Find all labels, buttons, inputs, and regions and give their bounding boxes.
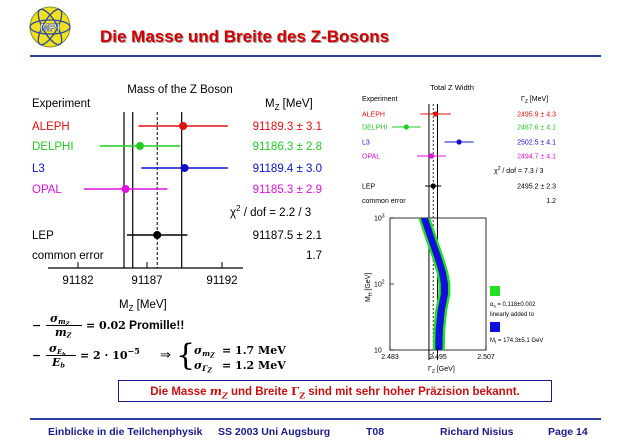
footer-author: Richard Nisius bbox=[440, 426, 514, 438]
mass-exp-l3: L3 bbox=[32, 163, 45, 175]
width-point-lep bbox=[431, 183, 436, 188]
width-header-value: $\Gamma_Z$ [MeV] bbox=[521, 96, 549, 105]
footer-semester: SS 2003 Uni Augsburg bbox=[218, 426, 331, 438]
logo-text: MPI bbox=[40, 22, 60, 34]
mass-precision-formula bbox=[32, 313, 232, 339]
legend-swatch-alpha-s bbox=[490, 286, 500, 296]
width-exp-lep: LEP bbox=[362, 183, 376, 191]
banner-part2: und Breite bbox=[230, 386, 288, 398]
banner-part1: Die Masse bbox=[150, 386, 207, 398]
width-value-aleph: 2495.9 ± 4.3 bbox=[517, 111, 556, 119]
z-width-chart bbox=[340, 60, 570, 380]
higgs-ytick-label-2: 10 bbox=[374, 347, 382, 355]
mass-exp-lep: LEP bbox=[32, 230, 54, 242]
width-point-opal bbox=[429, 153, 434, 158]
promille-text: Promille!! bbox=[129, 318, 185, 332]
mass-xtick-label-91182: 91182 bbox=[62, 275, 94, 287]
mass-exp-opal: OPAL bbox=[32, 184, 62, 196]
footer-rule bbox=[30, 418, 601, 420]
mass-point-lep bbox=[153, 231, 161, 239]
higgs-ytick-label-1: $10^2$ bbox=[374, 279, 385, 289]
width-chart-title: Total Z Width bbox=[430, 83, 474, 92]
mass-value-lep: 91187.5 ± 2.1 bbox=[252, 230, 322, 242]
legend-swatch-mtop bbox=[490, 322, 500, 332]
svg-text:σEb: σEb bbox=[49, 342, 66, 358]
higgs-ylabel: $M_H$ [GeV] bbox=[365, 272, 374, 302]
svg-text:−: − bbox=[32, 319, 42, 332]
width-chi2: $\chi^2$ / dof = 7.3 / 3 bbox=[494, 166, 544, 175]
mass-exp-aleph: ALEPH bbox=[32, 121, 70, 133]
width-value-opal: 2494.7 ± 4.1 bbox=[517, 153, 556, 161]
energy-precision-formula bbox=[32, 341, 332, 373]
mass-chi2: $\chi^2$ / dof = 2.2 / 3 bbox=[230, 204, 312, 219]
svg-text:{: { bbox=[176, 341, 196, 373]
title-rule bbox=[30, 55, 601, 57]
mass-xtick-label-91187: 91187 bbox=[131, 275, 163, 287]
width-point-l3 bbox=[456, 139, 461, 144]
width-header-experiment: Experiment bbox=[362, 96, 398, 103]
mass-header-value: $M_Z$ [MeV] bbox=[265, 98, 313, 112]
width-error-result: = 1.2 MeV bbox=[222, 359, 286, 372]
higgs-xlabel: $\Gamma_Z$ [GeV] bbox=[428, 366, 455, 375]
mass-error-result: = 1.7 MeV bbox=[222, 344, 286, 357]
implies-arrow: ⇒ bbox=[160, 348, 171, 363]
width-point-aleph bbox=[433, 111, 438, 116]
width-value-lep: 2495.2 ± 2.3 bbox=[517, 183, 556, 191]
mass-point-aleph bbox=[179, 122, 187, 130]
banner-sym2: Γ bbox=[291, 384, 300, 398]
svg-text:σΓZ: σΓZ bbox=[194, 359, 212, 373]
higgs-xtick-label-2.507: 2.507 bbox=[477, 354, 495, 361]
banner-sub2: Z bbox=[299, 390, 306, 401]
svg-text:−: − bbox=[32, 349, 42, 362]
width-exp-opal: OPAL bbox=[362, 153, 381, 161]
mass-point-opal bbox=[122, 185, 130, 193]
mass-xlabel: $M_Z$ [MeV] bbox=[119, 299, 167, 313]
banner-sub1: Z bbox=[221, 390, 228, 401]
mass-value-aleph: 91189.3 ± 3.1 bbox=[252, 121, 322, 133]
svg-text:σmZ: σmZ bbox=[194, 344, 215, 360]
higgs-xtick-label-2.495: 2.495 bbox=[429, 354, 447, 361]
mass-value-delphi: 91186.3 ± 2.8 bbox=[252, 141, 322, 153]
legend-alpha-s: $\alpha_s = 0.118\pm 0.002$ bbox=[490, 302, 536, 309]
mass-header-experiment: Experiment bbox=[32, 98, 91, 110]
width-point-delphi bbox=[404, 124, 409, 129]
mass-point-l3 bbox=[181, 164, 189, 172]
energy-precision-exponent: −5 bbox=[127, 346, 140, 356]
slide-title: Die Masse und Breite des Z-Bosons bbox=[100, 27, 390, 46]
banner-sym1: m bbox=[209, 384, 222, 398]
legend-linearly-added: linearly added to bbox=[490, 312, 535, 318]
width-value-delphi: 2487.6 ± 4.1 bbox=[517, 124, 556, 132]
mass-point-delphi bbox=[136, 142, 144, 150]
footer-course: Einblicke in die Teilchenphysik bbox=[48, 426, 203, 438]
mass-common-error-label: common error bbox=[32, 250, 104, 262]
energy-precision-value: = 2 · 10 bbox=[80, 349, 128, 362]
legend-mtop: $M_t = 174.3\pm 5.1$ GeV bbox=[490, 338, 544, 345]
width-common-error-label: common error bbox=[362, 198, 406, 205]
footer-page: Page 14 bbox=[548, 426, 588, 438]
mass-common-error-value: 1.7 bbox=[306, 250, 322, 262]
conclusion-banner bbox=[118, 380, 552, 402]
mass-value-l3: 91189.4 ± 3.0 bbox=[252, 163, 322, 175]
mpi-logo bbox=[24, 4, 76, 50]
mass-chart-title: Mass of the Z Boson bbox=[127, 84, 233, 96]
width-exp-aleph: ALEPH bbox=[362, 111, 385, 119]
svg-text:σmZ: σmZ bbox=[50, 313, 70, 328]
higgs-ytick-label-0: $10^3$ bbox=[374, 213, 385, 223]
width-exp-l3: L3 bbox=[362, 139, 370, 147]
mass-xtick-label-91192: 91192 bbox=[206, 275, 238, 287]
footer-section: T08 bbox=[366, 426, 385, 438]
banner-part3: sind mit sehr hoher Präzision bekannt. bbox=[308, 386, 520, 398]
svg-text:mZ: mZ bbox=[55, 326, 72, 339]
mass-exp-delphi: DELPHI bbox=[32, 141, 74, 153]
width-common-error-value: 1.2 bbox=[546, 198, 556, 205]
z-mass-chart bbox=[0, 60, 340, 315]
svg-text:= 2 · 10−5 bbox=[80, 346, 140, 362]
width-value-l3: 2502.5 ± 4.1 bbox=[517, 139, 556, 147]
width-exp-delphi: DELPHI bbox=[362, 124, 388, 132]
higgs-xtick-label-2.483: 2.483 bbox=[381, 354, 399, 361]
svg-text:Eb: Eb bbox=[52, 356, 65, 370]
mass-precision-value: = 0.02 bbox=[86, 319, 126, 332]
mass-value-opal: 91185.3 ± 2.9 bbox=[252, 184, 322, 196]
